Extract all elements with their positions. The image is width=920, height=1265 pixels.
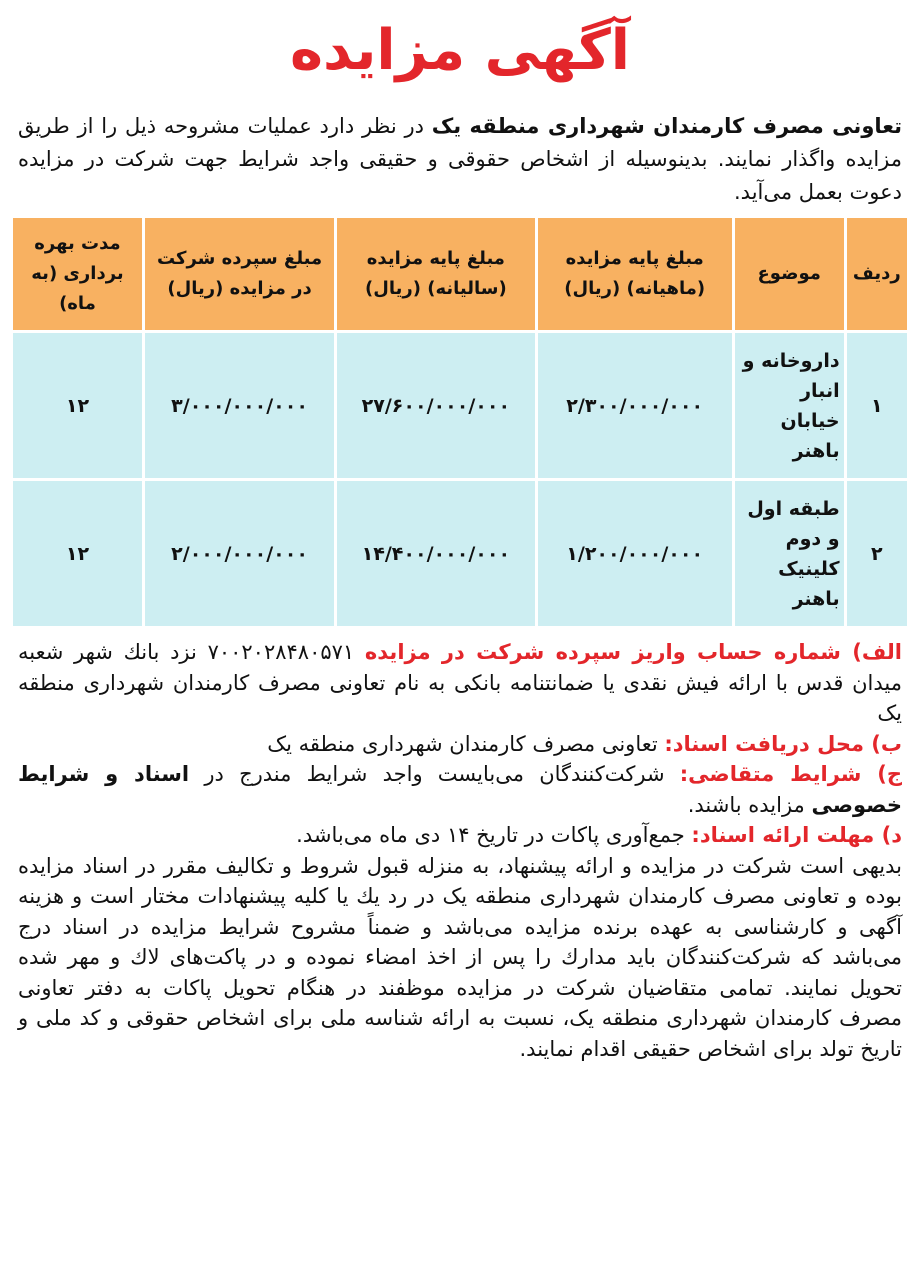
term-c-bold: اسناد و شرایط خصوصی xyxy=(18,762,902,817)
cell-topic: طبقه اول و دوم کلینیک باهنر xyxy=(735,481,844,626)
term-c-label: ج) شرایط متقاضی: xyxy=(679,762,903,786)
term-b-text: تعاونی مصرف کارمندان شهرداری منطقه یک xyxy=(267,731,665,756)
table-header-row xyxy=(13,218,907,330)
intro-paragraph xyxy=(18,110,902,209)
term-b xyxy=(18,729,902,760)
table-row xyxy=(13,481,907,626)
auction-table xyxy=(10,215,910,629)
header-topic: موضوع xyxy=(735,218,844,330)
cell-monthly-base: ۱/۲۰۰/۰۰۰/۰۰۰ xyxy=(538,481,732,626)
cell-period: ۱۲ xyxy=(13,333,142,478)
term-d-text: جمع‌آوری پاکات در تاریخ ۱۴ دی ماه می‌باشد. xyxy=(296,823,692,847)
table-row xyxy=(13,333,907,478)
cell-row-number: ۲ xyxy=(847,481,907,626)
closing-paragraph: بدیهی است شرکت در مزایده و ارائه پیشنهاد، به منزله قبول شروط و تکالیف مقرر در اسناد مزایده بوده و تعاونی مصرف کارمندان شهرداری منطقه یک در رد یك یا کلیه پیشنهادات مختار است و هزینه آگهی و کارشناسی به عهده برنده مزایده می‌باشد و ضمناً مشروح شرایط مزایده در اسناد درج می‌باشد که شرکت‌کنندگان باید مدارك را پس از اخذ امضاء نموده و در پاکت‌های لاك و مهر شده تحویل نمایند. تمامی متقاضیان شرکت در مزایده موظفند در هنگام تحویل پاکات به دفتر تعاونی مصرف کارمندان شهرداری منطقه یک، نسبت به ارائه شناسه ملی برای اشخاص حقوقی و کد ملی و تاریخ تولد برای اشخاص حقیقی اقدام نمایند. xyxy=(18,853,902,1061)
organization-name: تعاونی مصرف کارمندان شهرداری منطقه یک xyxy=(431,114,902,138)
header-period: مدت بهره برداری (به ماه) xyxy=(13,218,142,330)
cell-topic: داروخانه و انبار خیابان باهنر xyxy=(735,333,844,478)
header-yearly-base: مبلغ پایه مزایده (سالیانه) (ریال) xyxy=(337,218,534,330)
term-c-text: شرکت‌کنندگان می‌بایست واجد شرایط مندرج در xyxy=(189,762,680,786)
term-a-text: نزد بانك شهر شعبه میدان قدس با ارائه فیش نقدی یا ضمانتنامه بانکی به نام تعاونی مصرف کارمندان شهرداری منطقه یک xyxy=(18,640,902,725)
cell-yearly-base: ۲۷/۶۰۰/۰۰۰/۰۰۰ xyxy=(337,333,534,478)
term-d-label: د) مهلت ارائه اسناد: xyxy=(691,823,902,847)
cell-deposit: ۳/۰۰۰/۰۰۰/۰۰۰ xyxy=(145,333,334,478)
cell-deposit: ۲/۰۰۰/۰۰۰/۰۰۰ xyxy=(145,481,334,626)
header-deposit: مبلغ سپرده شرکت در مزایده (ریال) xyxy=(145,218,334,330)
cell-monthly-base: ۲/۳۰۰/۰۰۰/۰۰۰ xyxy=(538,333,732,478)
intro-text: در نظر دارد عملیات مشروحه ذیل را از طریق مزایده واگذار نمایند. بدینوسیله از اشخاص حقوقی و حقیقی واجد شرایط جهت شرکت در مزایده دعوت بعمل می‌آید. xyxy=(18,114,902,204)
header-monthly-base: مبلغ پایه مزایده (ماهیانه) (ریال) xyxy=(538,218,732,330)
cell-yearly-base: ۱۴/۴۰۰/۰۰۰/۰۰۰ xyxy=(337,481,534,626)
term-a xyxy=(18,637,902,729)
term-b-label: ب) محل دریافت اسناد: xyxy=(664,731,902,756)
account-number: ۷۰۰۲۰۲۸۴۸۰۵۷۱ xyxy=(207,640,355,664)
term-d xyxy=(18,820,902,851)
header-row-number: ردیف xyxy=(847,218,907,330)
cell-row-number: ۱ xyxy=(847,333,907,478)
notice-title: آگهی مزایده xyxy=(289,18,631,83)
term-c xyxy=(18,759,902,820)
terms-section xyxy=(18,637,902,1064)
term-a-label: الف) شماره حساب واریز سپرده شرکت در مزایده xyxy=(364,640,902,664)
term-c-text-end: مزایده باشند. xyxy=(687,792,812,817)
cell-period: ۱۲ xyxy=(13,481,142,626)
